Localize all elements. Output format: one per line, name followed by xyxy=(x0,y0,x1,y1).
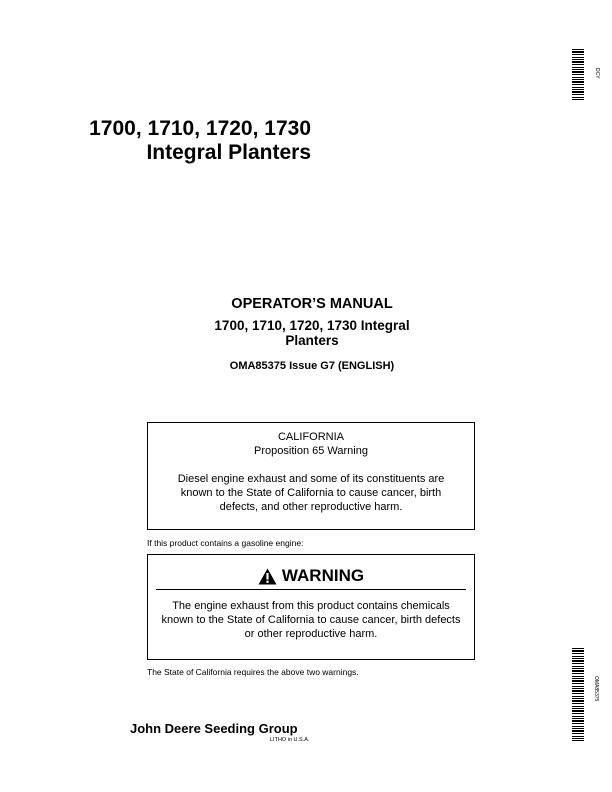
publisher-name: John Deere Seeding Group xyxy=(130,721,298,736)
warning-triangle-icon xyxy=(258,568,277,585)
warning-title: WARNING xyxy=(281,566,365,585)
manual-subtitle-line1: 1700, 1710, 1720, 1730 Integral xyxy=(214,318,410,333)
top-barcode xyxy=(572,49,584,101)
bottom-barcode-label: OMA85375 xyxy=(593,676,599,702)
document-title-line2: Integral Planters xyxy=(146,141,311,164)
manual-subtitle-line2: Planters xyxy=(285,333,339,348)
document-title-line1: 1700, 1710, 1720, 1730 xyxy=(89,117,311,140)
top-barcode-label: DCY xyxy=(594,68,600,79)
manual-issue: OMA85375 Issue G7 (ENGLISH) xyxy=(229,360,395,372)
gasoline-engine-note: If this product contains a gasoline engine: xyxy=(147,538,304,548)
california-warning-box xyxy=(147,422,475,530)
warning-divider xyxy=(156,589,466,590)
bottom-barcode xyxy=(572,648,584,741)
manual-heading: OPERATOR’S MANUAL xyxy=(231,296,393,312)
warning-header xyxy=(148,563,474,589)
state-requirement-note: The State of California requires the above two warnings. xyxy=(147,667,359,677)
proposition-label: Proposition 65 Warning xyxy=(254,445,368,457)
gasoline-warning-box xyxy=(147,554,475,660)
california-warning-text: Diesel engine exhaust and some of its constituents are known to the State of California to cause cancer, birth defects, and other reproductive harm. xyxy=(177,473,445,513)
california-label: CALIFORNIA xyxy=(277,431,344,443)
warning-text: The engine exhaust from this product contains chemicals known to the State of California to cause cancer, birth defects or other reproductive harm. xyxy=(161,600,461,640)
litho-note: LITHO in U.S.A. xyxy=(270,737,310,743)
